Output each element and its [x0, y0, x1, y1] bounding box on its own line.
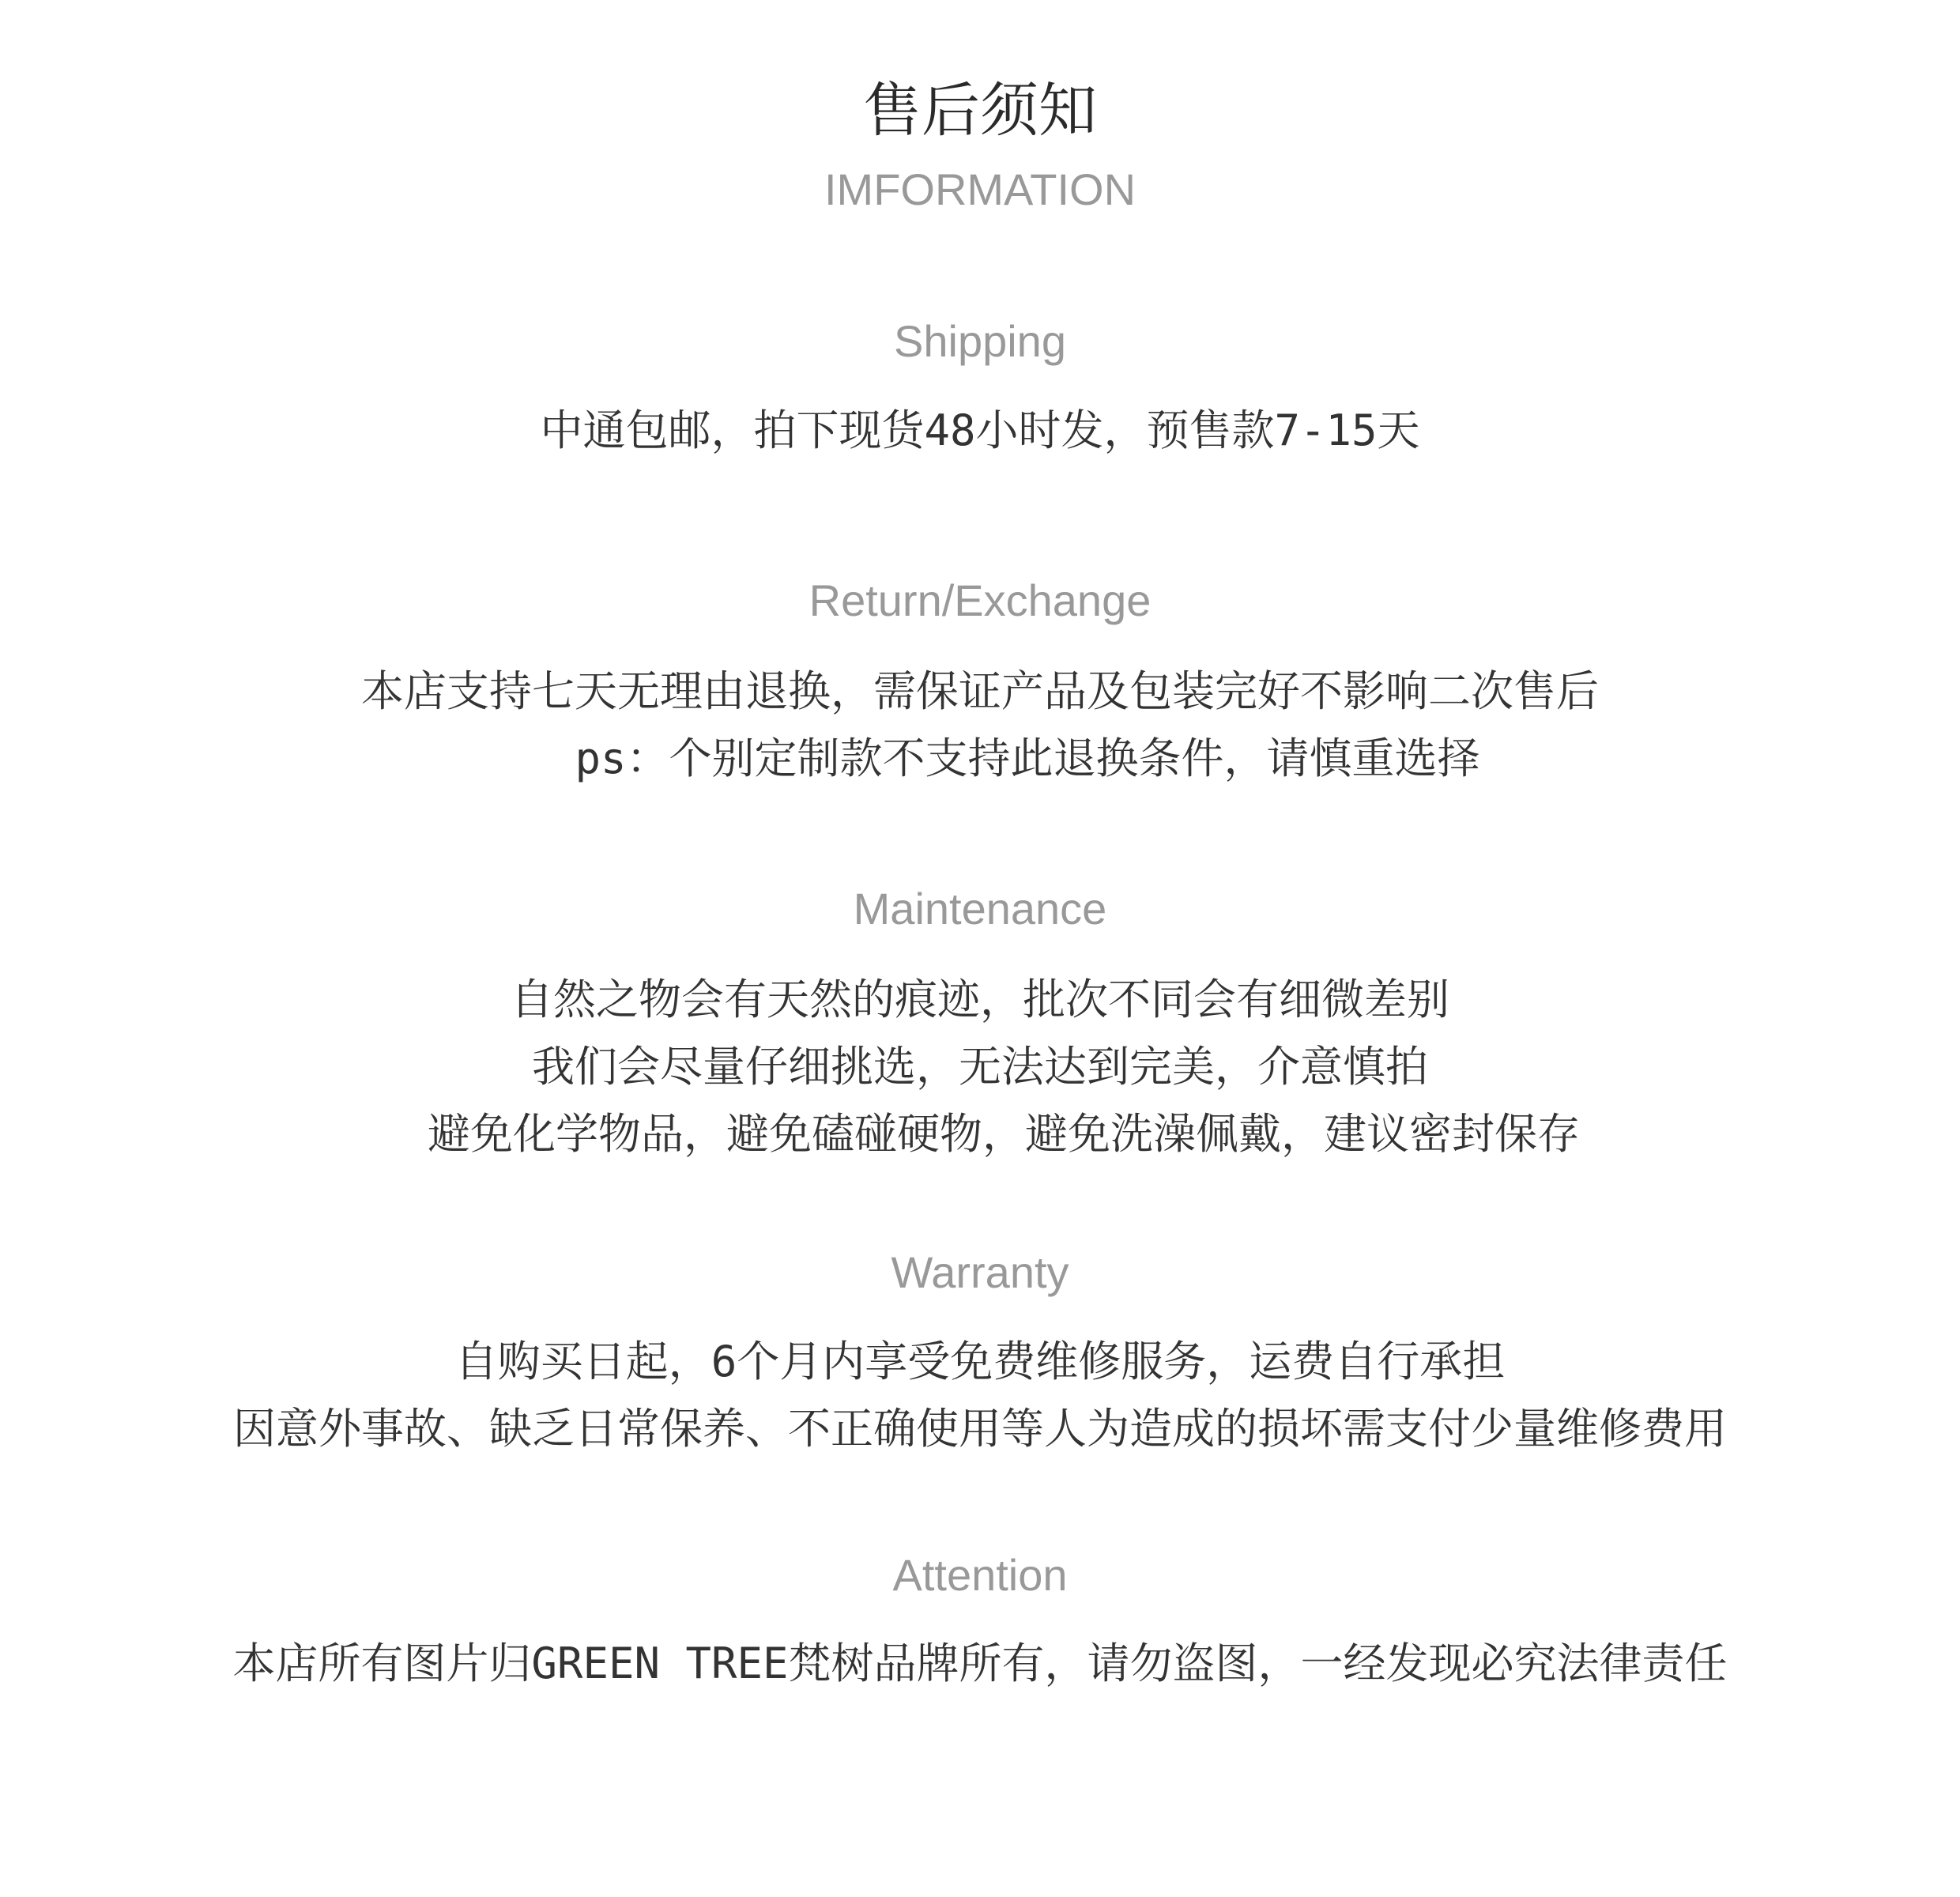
maintenance-heading: Maintenance	[853, 884, 1107, 933]
return-exchange-line-2: ps：个别定制款不支持此退换条件，请慎重选择	[575, 734, 1480, 783]
attention-line-1: 本店所有图片归GREEN TREE梵树品牌所有，请勿盗图，一经发现必究法律责任	[232, 1639, 1728, 1688]
warranty-line-2: 因意外事故、缺乏日常保养、不正确使用等人为造成的损坏需支付少量维修费用	[233, 1404, 1727, 1454]
shipping-line-1: 中通包邮，拍下现货48小时发，预售款7-15天	[540, 405, 1420, 455]
maintenance-line-3: 避免化学物品，避免磕碰硬物，避免洗澡佩戴，建议密封保存	[428, 1109, 1580, 1159]
warranty-heading: Warranty	[891, 1247, 1069, 1297]
maintenance-line-2: 我们会尽量仔细挑选，无法达到完美，介意慎拍	[532, 1042, 1428, 1092]
page-subtitle: IMFORMATION	[824, 164, 1136, 214]
attention-heading: Attention	[892, 1550, 1068, 1600]
warranty-line-1: 自购买日起，6个月内享受免费维修服务，运费自行承担	[454, 1337, 1506, 1386]
maintenance-line-1: 自然之物会有天然的痕迹，批次不同会有细微差别	[511, 975, 1449, 1024]
shipping-heading: Shipping	[894, 316, 1066, 366]
return-exchange-line-1: 本店支持七天无理由退换，需保证产品及包装完好不影响二次售后	[361, 666, 1599, 716]
page-title: 售后须知	[863, 77, 1097, 145]
return-exchange-heading: Return/Exchange	[808, 575, 1152, 625]
